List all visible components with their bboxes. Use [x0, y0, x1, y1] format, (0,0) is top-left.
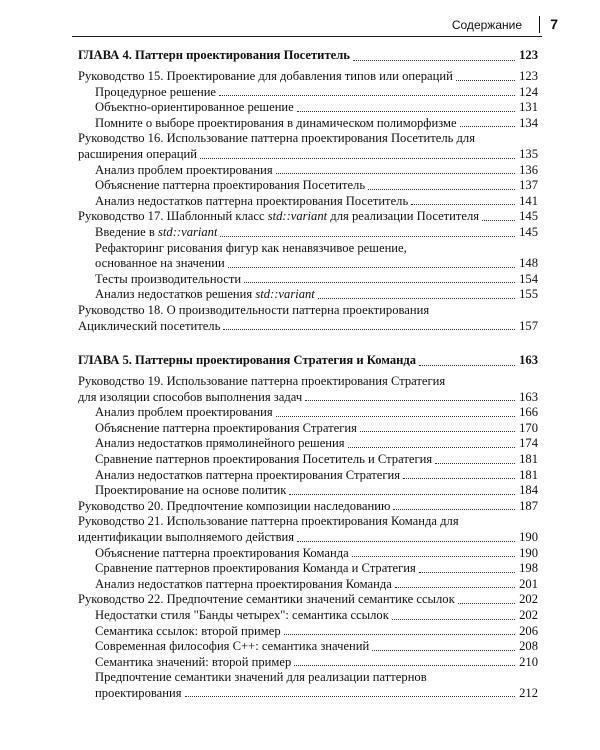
toc-page: 190 [519, 529, 538, 544]
toc-entry-title: Руководство 20. Предпочтение композиции наследованию [78, 498, 391, 513]
toc-chapter-title: ГЛАВА 5. Паттерны проектирования Стратегия и Команда [78, 353, 417, 367]
toc-page: 145 [519, 209, 538, 224]
leader-dots [294, 665, 515, 666]
toc-subentry[interactable] [78, 686, 538, 702]
leader-dots [360, 431, 515, 432]
toc-entry-title: Объяснение паттерна проектирования Стратегия [95, 420, 357, 435]
leader-dots [458, 603, 515, 604]
toc-entry-title: основанное на значении [95, 256, 225, 271]
leader-dots [276, 416, 515, 417]
toc-guideline-18[interactable] [78, 319, 538, 335]
leader-dots [368, 189, 515, 190]
toc-subentry[interactable] [78, 100, 538, 116]
leader-dots [482, 220, 515, 221]
leader-dots [305, 400, 515, 401]
code-term: std::variant [158, 224, 218, 239]
toc-subentry[interactable] [78, 194, 538, 210]
toc-entry-title: Помните о выборе проектирования в динамическом полиморфизме [95, 115, 457, 130]
leader-dots [353, 60, 515, 61]
toc-page: 190 [519, 545, 538, 560]
leader-dots [372, 650, 515, 651]
toc-entry-title: Объяснение паттерна проектирования Посетитель [95, 178, 366, 193]
leader-dots [276, 173, 515, 174]
leader-dots [228, 267, 515, 268]
text-part: Руководство 17. Шаблонный класс [78, 209, 268, 224]
toc-entry-title: идентификации выполняемого действия [78, 529, 295, 544]
header-page-number: 7 [550, 16, 558, 32]
toc-entry-title: Семантика ссылок: второй пример [95, 623, 281, 638]
toc-entry-title: Объяснение паттерна проектирования Команда [95, 545, 349, 560]
leader-dots [220, 236, 515, 237]
toc-subentry[interactable] [78, 405, 538, 421]
toc-guideline-20[interactable] [78, 499, 538, 515]
leader-dots [456, 80, 515, 81]
toc-page: 181 [519, 467, 538, 482]
toc-chapter-4[interactable] [78, 46, 538, 65]
header-title: Содержание [451, 18, 522, 32]
toc-subentry[interactable] [78, 116, 538, 132]
header-separator [539, 16, 540, 33]
toc-page: 202 [519, 607, 538, 622]
toc-subentry[interactable] [78, 85, 538, 101]
leader-dots [200, 158, 515, 159]
leader-dots [395, 587, 515, 588]
leader-dots [419, 572, 515, 573]
toc-page: 166 [519, 405, 538, 420]
toc-page: 141 [519, 193, 538, 208]
toc-guideline-18-line1[interactable]: Руководство 18. О производительности паттерна проектирования [78, 302, 430, 317]
toc-page: 145 [519, 224, 538, 239]
toc-subentry[interactable] [78, 468, 538, 484]
chapter-5-section [78, 351, 538, 701]
toc-subentry[interactable] [78, 225, 538, 241]
toc-page: 135 [519, 146, 538, 161]
code-term: std::variant [255, 287, 315, 302]
running-header [0, 0, 600, 40]
toc-page: 123 [519, 48, 538, 62]
toc-guideline-21[interactable] [78, 530, 538, 546]
toc-page: 148 [519, 256, 538, 271]
toc-entry-title: Сравнение паттернов проектирования Посетитель и Стратегия [95, 451, 433, 466]
toc-entry-title: Объектно-ориентированное решение [95, 100, 294, 115]
toc-page: 154 [519, 271, 538, 286]
toc-page: 212 [519, 685, 538, 700]
toc-subentry[interactable] [78, 272, 538, 288]
toc-page: 206 [519, 623, 538, 638]
toc-guideline-16[interactable] [78, 147, 538, 163]
toc-page: 155 [519, 287, 538, 302]
toc-subentry[interactable] [78, 163, 538, 179]
leader-dots [244, 282, 515, 283]
toc-entry-title [95, 287, 315, 303]
leader-dots [460, 126, 515, 127]
leader-dots [352, 556, 515, 557]
leader-dots [284, 634, 515, 635]
toc-guideline-19-line1[interactable]: Руководство 19. Использование паттерна проектирования Стратегия [78, 374, 446, 388]
toc-page: 170 [519, 420, 538, 435]
leader-dots [185, 696, 515, 697]
toc-entry-title: Семантика значений: второй пример [95, 654, 292, 669]
toc-entry-title: Недостатки стиля "Банды четырех": семантика ссылок [95, 607, 389, 622]
toc-subentry[interactable] [78, 639, 538, 655]
text-part: Анализ недостатков решения [95, 287, 256, 302]
toc-subentry[interactable] [78, 624, 538, 640]
toc-page: 131 [519, 100, 538, 115]
leader-dots [348, 447, 515, 448]
toc-subentry[interactable] [78, 287, 538, 303]
toc-page: 202 [519, 592, 538, 607]
leader-dots [297, 541, 515, 542]
toc-entry-title: Анализ недостатков прямолинейного решения [95, 436, 345, 451]
toc-entry-title: Анализ недостатков паттерна проектирования Команда [95, 576, 392, 591]
leader-dots [219, 95, 515, 96]
toc-page: 208 [519, 639, 538, 654]
code-term: std::variant [267, 209, 328, 224]
toc-guideline-15[interactable] [78, 69, 538, 85]
toc-entry-title: Тесты производительности [95, 271, 242, 286]
toc-subentry-line1[interactable]: Рефакторинг рисования фигур как ненавязчивое решение, [95, 240, 407, 255]
toc-page: 137 [519, 178, 538, 193]
leader-dots [435, 463, 515, 464]
toc-entry-title: Руководство 22. Предпочтение семантики значений семантике ссылок [78, 592, 455, 607]
toc-chapter-5[interactable] [78, 351, 538, 370]
toc-subentry[interactable] [78, 452, 538, 468]
leader-dots [393, 509, 515, 510]
toc-page: 184 [519, 483, 538, 498]
toc-entry-title: Процедурное решение [95, 84, 217, 99]
toc-subentry[interactable] [78, 655, 538, 671]
toc-page: 174 [519, 436, 538, 451]
toc-page: 134 [519, 115, 538, 130]
toc-guideline-17[interactable] [78, 209, 538, 225]
toc-page: 181 [519, 451, 538, 466]
toc-subentry[interactable] [78, 577, 538, 593]
leader-dots [403, 478, 515, 479]
toc-entry-title: Ациклический посетитель [78, 318, 221, 333]
toc-page: 123 [519, 69, 538, 83]
toc-page: 163 [519, 389, 538, 404]
toc-subentry[interactable] [78, 561, 538, 577]
toc-subentry[interactable] [78, 178, 538, 194]
chapter-4-section [78, 46, 538, 334]
toc-guideline-21-line1[interactable]: Руководство 21. Использование паттерна проектирования Команда для [78, 514, 459, 529]
leader-dots [419, 365, 515, 366]
toc-guideline-22[interactable] [78, 592, 538, 608]
toc-entry-title: Анализ недостатков паттерна проектирования Посетитель [95, 193, 409, 208]
toc-entry-title: Анализ проблем проектирования [95, 405, 273, 420]
toc-page: 124 [519, 84, 538, 99]
toc-guideline-16-line1[interactable]: Руководство 16. Использование паттерна проектирования Посетитель для [78, 131, 476, 146]
toc-guideline-19[interactable] [78, 390, 538, 406]
toc-chapter-title: ГЛАВА 4. Паттерн проектирования Посетитель [78, 48, 350, 62]
toc-entry-title [78, 209, 479, 225]
top-rule [72, 36, 542, 37]
toc-page: 157 [519, 318, 538, 333]
toc-subentry[interactable] [78, 483, 538, 499]
toc-page: 198 [519, 561, 538, 576]
toc-page: 187 [519, 498, 538, 513]
toc-entry-title: Анализ недостатков паттерна проектирования Стратегия [95, 467, 401, 482]
toc-entry-title: для изоляции способов выполнения задач [78, 389, 303, 404]
toc-subentry-line1[interactable]: Предпочтение семантики значений для реализации паттернов [95, 670, 427, 685]
leader-dots [289, 494, 515, 495]
toc-entry-title: расширения операций [78, 146, 197, 161]
leader-dots [223, 329, 515, 330]
toc-subentry[interactable] [78, 546, 538, 562]
toc-page: 163 [519, 353, 538, 367]
toc-entry-title [95, 225, 217, 241]
toc-entry-title: Руководство 15. Проектирование для добавления типов или операций [78, 69, 453, 83]
toc-entry-title: Проектирование на основе политик [95, 483, 287, 498]
toc-page: 210 [519, 654, 538, 669]
toc-entry-title: Современная философия С++: семантика значений [95, 639, 370, 654]
text-part: Введение в [95, 224, 159, 239]
toc-page: 136 [519, 162, 538, 177]
toc-entry-title: Сравнение паттернов проектирования Команда и Стратегия [95, 561, 416, 576]
toc-subentry[interactable] [78, 436, 538, 452]
leader-dots [297, 111, 515, 112]
toc-subentry[interactable] [78, 256, 538, 272]
toc-entry-title: проектирования [95, 685, 182, 700]
text-part: для реализации Посетителя [327, 209, 480, 224]
leader-dots [318, 298, 515, 299]
toc-page: 201 [519, 576, 538, 591]
leader-dots [392, 619, 515, 620]
leader-dots [411, 204, 515, 205]
toc-entry-title: Анализ проблем проектирования [95, 162, 273, 177]
toc-subentry[interactable] [78, 421, 538, 437]
toc-subentry[interactable] [78, 608, 538, 624]
